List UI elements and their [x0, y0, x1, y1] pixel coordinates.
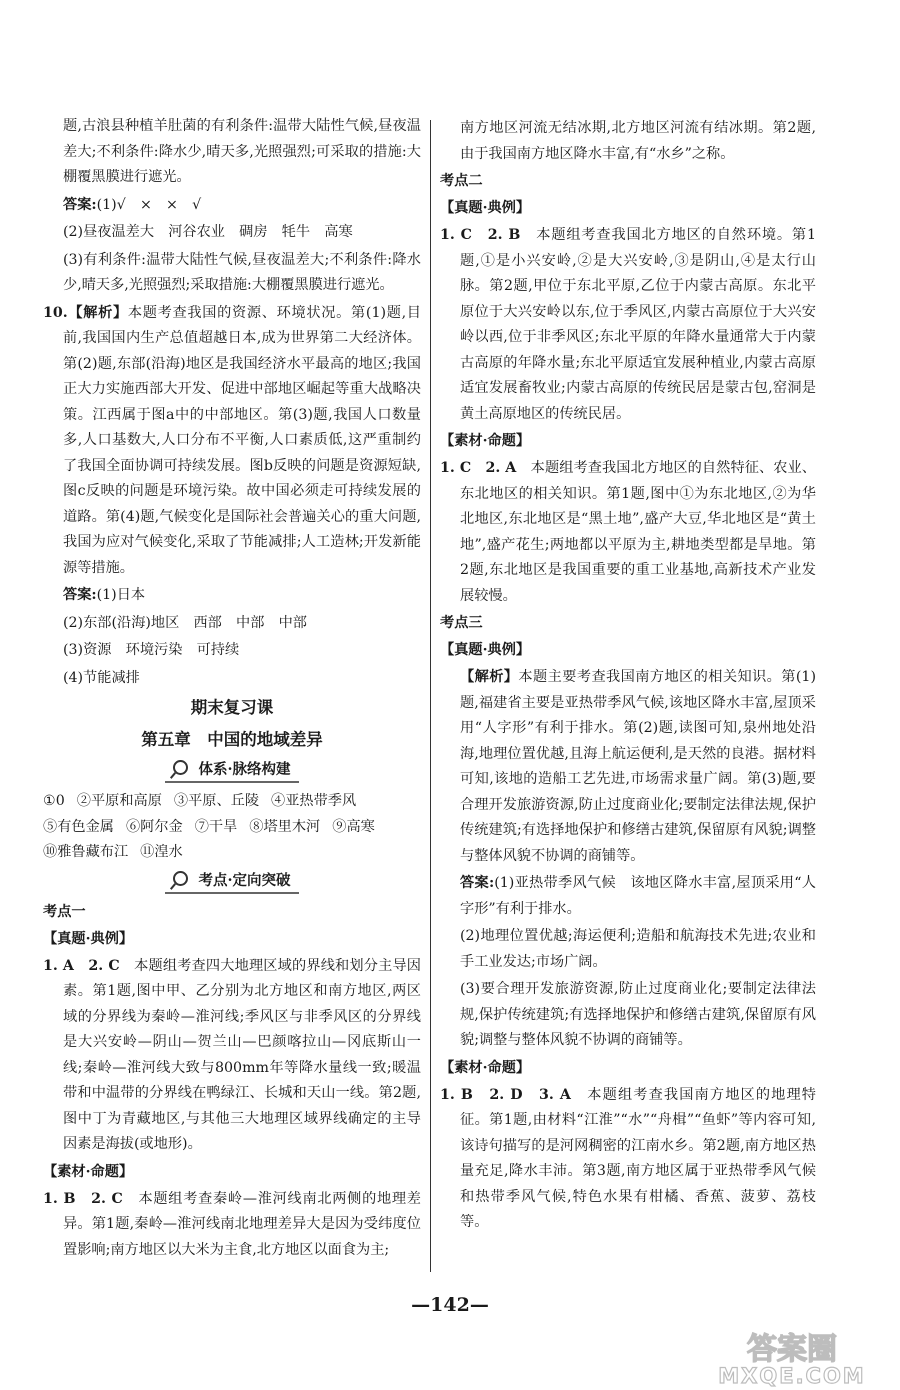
intro-paragraph: 题,古浪县种植羊肚菌的有利条件:温带大陆性气候,昼夜温差大;不利条件:降水少,晴天多,光照强烈;可采取的措施:大棚覆黑膜进行遮光。	[63, 118, 421, 185]
analysis-text: 本题主要考查我国南方地区的相关知识。第(1)题,福建省主要是亚热带季风气候,该地区降水丰富,屋顶采用“人字形”有利于排水。第(2)题,读图可知,泉州地处沿海,地理位置优越,且海上航运便利,是天然的良港。据材料可知,该地的造船工艺先进,市场需求量广阔。第(3)题,要合理开发旅游资源,防止过度商业化;要制定法律法规,保护传统建筑;有选择地保护和修缮古建筑,保留原有风貌;调整与整体风貌不协调的商铺等。	[460, 669, 816, 864]
system-row	[43, 815, 421, 841]
answer-line	[43, 583, 421, 609]
system-banner	[43, 759, 421, 783]
page-number: —142—	[411, 1294, 489, 1316]
answer-line	[440, 871, 816, 922]
system-answers	[43, 789, 421, 866]
system-row	[43, 789, 421, 815]
analysis-text: 本题组考查我国南方地区的地理特征。第1题,由材料“江淮”“水”“舟楫”“鱼虾”等内容可知,该诗句描写的是河网稠密的江南水乡。第2题,南方地区热量充足,降水丰沛。第3题,南方地区属于亚热带季风气候和热带季风气候,特色水果有柑橘、香蕉、菠萝、荔枝等。	[460, 1086, 816, 1230]
watermark-url: MXQE.COM	[718, 1364, 866, 1387]
magnifier-icon	[173, 871, 188, 886]
material-tag: 【素材·命题】	[440, 433, 531, 449]
analysis-paragraph	[440, 665, 816, 869]
left-column	[43, 114, 421, 1265]
answer-numbers: 1. A 2. C	[43, 957, 120, 974]
answer-text: (1)日本	[96, 587, 146, 603]
test-point-banner	[43, 870, 421, 894]
review-title: 期末复习课	[190, 698, 274, 717]
chapter-title: 第五章 中国的地域差异	[141, 730, 323, 749]
question-10	[43, 301, 421, 582]
answer-numbers: 1. B 2. C	[43, 1190, 123, 1207]
column-divider	[430, 120, 431, 1272]
answer-text: (1)√ × × √	[96, 196, 202, 213]
analysis-text: 本题组考查四大地理区域的界线和划分主导因素。第1题,图中甲、乙分别为北方地区和南方地区,两区域的分界线为秦岭—淮河线;季风区与非季风区的分界线是大兴安岭—阴山—贺兰山—巴颜喀拉山—冈底斯山一线;秦岭—淮河线大致与800mm年等降水量线一致;暖温带和中温带的分界线在鸭绿江、长城和天山一线。第2题,图中丁为青藏地区,与其他三大地理区域界线确定的主导因素是海拔(或地形)。	[63, 957, 421, 1152]
answer-line-3: (3)有利条件:温带大陆性气候,昼夜温差大;不利条件:降水少,晴天多,光照强烈;采取措施:大棚覆黑膜进行遮光。	[63, 251, 421, 293]
system-item: ⑧塔里木河	[249, 818, 321, 835]
answer-line-2: (2)东部(沿海)地区 西部 中部 中部	[63, 614, 307, 631]
material-tag: 【素材·命题】	[43, 1163, 134, 1180]
answer-line-4: (4)节能减排	[63, 669, 140, 686]
answer-numbers: 1. B 2. D 3. A	[440, 1086, 571, 1103]
system-item: ④亚热带季风	[271, 793, 357, 809]
system-item: ⑥阿尔金	[125, 818, 183, 835]
exam-answer	[43, 954, 421, 1158]
banner-label: 考点·定向突破	[198, 871, 291, 889]
analysis-tag: 【解析】	[67, 304, 128, 321]
watermark-text: 答案圈	[747, 1332, 837, 1367]
analysis-tag: 【解析】	[460, 669, 519, 685]
answer-line-2: (2)昼夜温差大 河谷农业 碉房 牦牛 高寒	[63, 224, 353, 240]
material-tag: 【素材·命题】	[440, 1059, 531, 1076]
system-row	[43, 840, 421, 866]
system-item: ③平原、丘陵	[173, 793, 260, 809]
system-item: ⑪湟水	[140, 844, 183, 860]
test-point-3: 考点三	[440, 615, 483, 631]
test-point-1: 考点一	[43, 903, 86, 920]
system-item: ②平原和高原	[76, 793, 162, 809]
material-answer	[440, 456, 816, 609]
system-item: ①0	[43, 793, 65, 809]
watermark-logo	[692, 1325, 892, 1387]
answer-text: (1)亚热带季风气候 该地区降水丰富,屋顶采用“人字形”有利于排水。	[460, 875, 816, 917]
answer-label: 答案:	[63, 196, 97, 213]
exam-answer	[440, 223, 816, 427]
exam-example-tag: 【真题·典例】	[440, 642, 531, 658]
analysis-text: 本题组考查我国北方地区的自然环境。第1题,①是小兴安岭,②是大兴安岭,③是阴山,④是太行山脉。第2题,甲位于东北平原,乙位于内蒙古高原。东北平原位于大兴安岭以东,位于季风区,内蒙古高原位于大兴安岭以西,位于非季风区;东北平原的年降水量通常大于内蒙古高原的年降水量;东北平原适宜发展种植业,内蒙古高原适宜发展畜牧业;内蒙古高原的传统民居是蒙古包,窑洞是黄土高原地区的传统民居。	[460, 227, 816, 422]
magnifier-icon	[173, 760, 188, 775]
question-number: 10.	[43, 304, 68, 321]
system-item: ⑨高寒	[332, 818, 375, 835]
answer-line-3: (3)要合理开发旅游资源,防止过度商业化;要制定法律法规,保护传统建筑;有选择地保护和修缮古建筑,保留原有风貌;调整与整体风貌不协调的商铺等。	[460, 981, 816, 1048]
answer-line	[43, 193, 421, 219]
answer-line-2: (2)地理位置优越;海运便利;造船和航海技术先进;农业和手工业发达;市场广阔。	[460, 928, 816, 970]
material-answer	[440, 1083, 816, 1236]
exam-example-tag: 【真题·典例】	[440, 200, 531, 216]
analysis-text: 本题组考查我国北方地区的自然特征、农业、东北地区的相关知识。第1题,图中①为东北地区,②为华北地区,东北地区是“黑土地”,盛产大豆,华北地区是“黄土地”,盛产花生;两地都以平原为主,耕地类型都是旱地。第2题,东北地区是我国重要的重工业基地,高新技术产业发展较慢。	[460, 460, 816, 604]
answer-label: 答案:	[63, 587, 97, 603]
answer-label: 答案:	[460, 875, 495, 891]
answer-numbers: 1. C 2. B	[440, 227, 521, 243]
analysis-text: 本题考查我国的资源、环境状况。第(1)题,目前,我国国内生产总值超越日本,成为世界第二大经济体。第(2)题,东部(沿海)地区是我国经济水平最高的地区;我国正大力实施西部大开发、促进中部地区崛起等重大战略决策。江西属于图a中的中部地区。第(3)题,我国人口数量多,人口基数大,人口分布不平衡,人口素质低,这严重制约了我国全面协调可持续发展。图b反映的问题是资源短缺,图c反映的问题是环境污染。故中国必须走可持续发展的道路。第(4)题,气候变化是国际社会普遍关心的重大问题,我国为应对气候变化,采取了节能减排;人工造林;开发新能源等措施。	[63, 304, 421, 576]
answer-line-3: (3)资源 环境污染 可持续	[63, 642, 240, 658]
banner-label: 体系·脉络构建	[198, 761, 291, 778]
exam-example-tag: 【真题·典例】	[43, 930, 134, 947]
analysis-text: 本题组考查秦岭—淮河线南北两侧的地理差异。第1题,秦岭—淮河线南北地理差异大是因为受纬度位置影响;南方地区以大米为主食,北方地区以面食为主;	[63, 1190, 421, 1258]
system-item: ⑩雅鲁藏布江	[43, 844, 129, 860]
continued-paragraph: 南方地区河流无结冰期,北方地区河流有结冰期。第2题,由于我国南方地区降水丰富,有“水乡”之称。	[460, 120, 816, 162]
system-item: ⑦干旱	[194, 818, 238, 835]
material-answer	[43, 1187, 421, 1264]
system-item: ⑤有色金属	[43, 818, 114, 835]
answer-numbers: 1. C 2. A	[440, 460, 517, 476]
right-column	[440, 116, 816, 1238]
test-point-2: 考点二	[440, 173, 483, 189]
